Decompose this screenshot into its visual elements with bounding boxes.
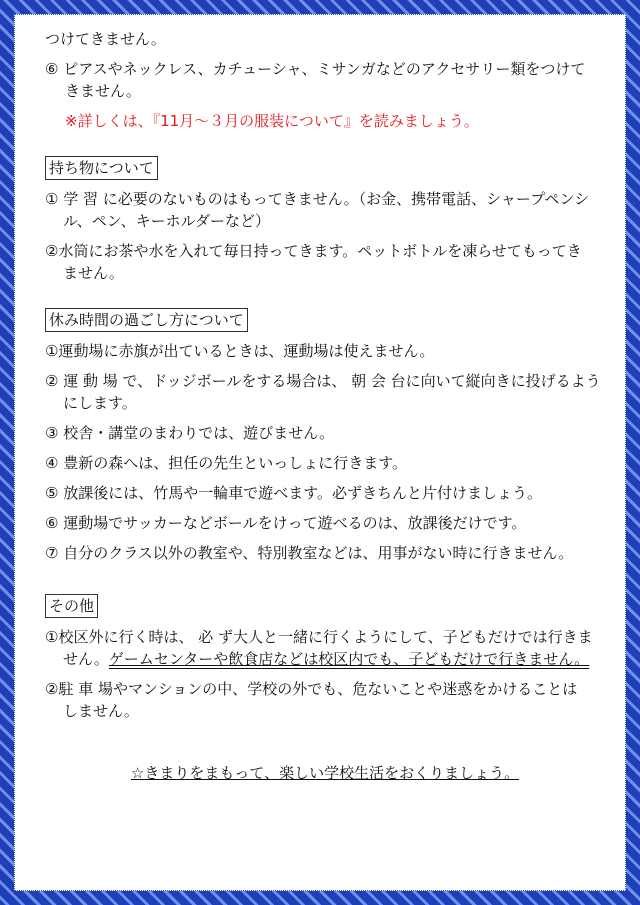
section-heading-belongings: 持ち物について	[45, 156, 158, 180]
closing-message	[45, 762, 605, 784]
section-heading-breaktime: 休み時間の過ごし方について	[45, 308, 248, 332]
breaktime-item-3: ③ 校舎・講堂のまわりでは、遊びません。	[45, 424, 335, 442]
breaktime-item-2: ② 運 動 場 で、ドッジボールをする場合は、 朝 会 台に向いて縦向きに投げるよう	[45, 372, 601, 390]
closing-text: ☆きまりをまもって、楽しい学校生活をおくりましょう。	[130, 764, 520, 782]
clothing-note: ※詳しくは、『11月～３月の服装について』を読みましょう。	[65, 112, 479, 130]
section-heading-other: その他	[45, 594, 98, 618]
underlined-rule: ゲームセンターや飲食店などは校区内でも、子どもだけで行きません。	[108, 650, 590, 668]
other-item-2: ②駐 車 場やマンションの中、学校の外でも、危ないことや迷惑をかけることは	[45, 680, 578, 698]
belongings-item-2-cont: ません。	[63, 264, 124, 282]
breaktime-item-6: ⑥ 運動場でサッカーなどボールをけって遊べるのは、放課後だけです。	[45, 514, 527, 532]
breaktime-item-2-cont: にします。	[63, 394, 137, 412]
belongings-item-1: ① 学 習 に必要のないものはもってきません。（お金、携帯電話、シャープペンシ	[45, 190, 590, 208]
document-body	[45, 28, 605, 784]
other-item-2-cont: しません。	[63, 702, 139, 720]
breaktime-item-4: ④ 豊新の森へは、担任の先生といっしょに行きます。	[45, 454, 408, 472]
breaktime-item-5: ⑤ 放課後には、竹馬や一輪車で遊べます。必ずきちんと片付けましょう。	[45, 484, 543, 502]
belongings-item-2: ②水筒にお茶や水を入れて毎日持ってきます。ペットボトルを凍らせてもってき	[45, 242, 582, 260]
belongings-item-1-cont: ル、ペン、キーホルダーなど）	[63, 212, 271, 230]
text-line: つけてきません。	[45, 30, 166, 48]
other-item-1-cont	[45, 648, 605, 670]
breaktime-item-1: ①運動場に赤旗が出ているときは、運動場は使えません。	[45, 342, 435, 360]
text-span: せん。	[63, 650, 109, 668]
other-item-1: ①校区外に行く時は、 必 ず大人と一緒に行くようにして、子どもだけでは行きま	[45, 628, 593, 646]
rule-item-6: ⑥ ピアスやネックレス、カチューシャ、ミサンガなどのアクセサリー類をつけて	[45, 60, 586, 78]
rule-item-6-cont: きません。	[65, 82, 141, 100]
breaktime-item-7: ⑦ 自分のクラス以外の教室や、特別教室などは、用事がない時に行きません。	[45, 544, 574, 562]
